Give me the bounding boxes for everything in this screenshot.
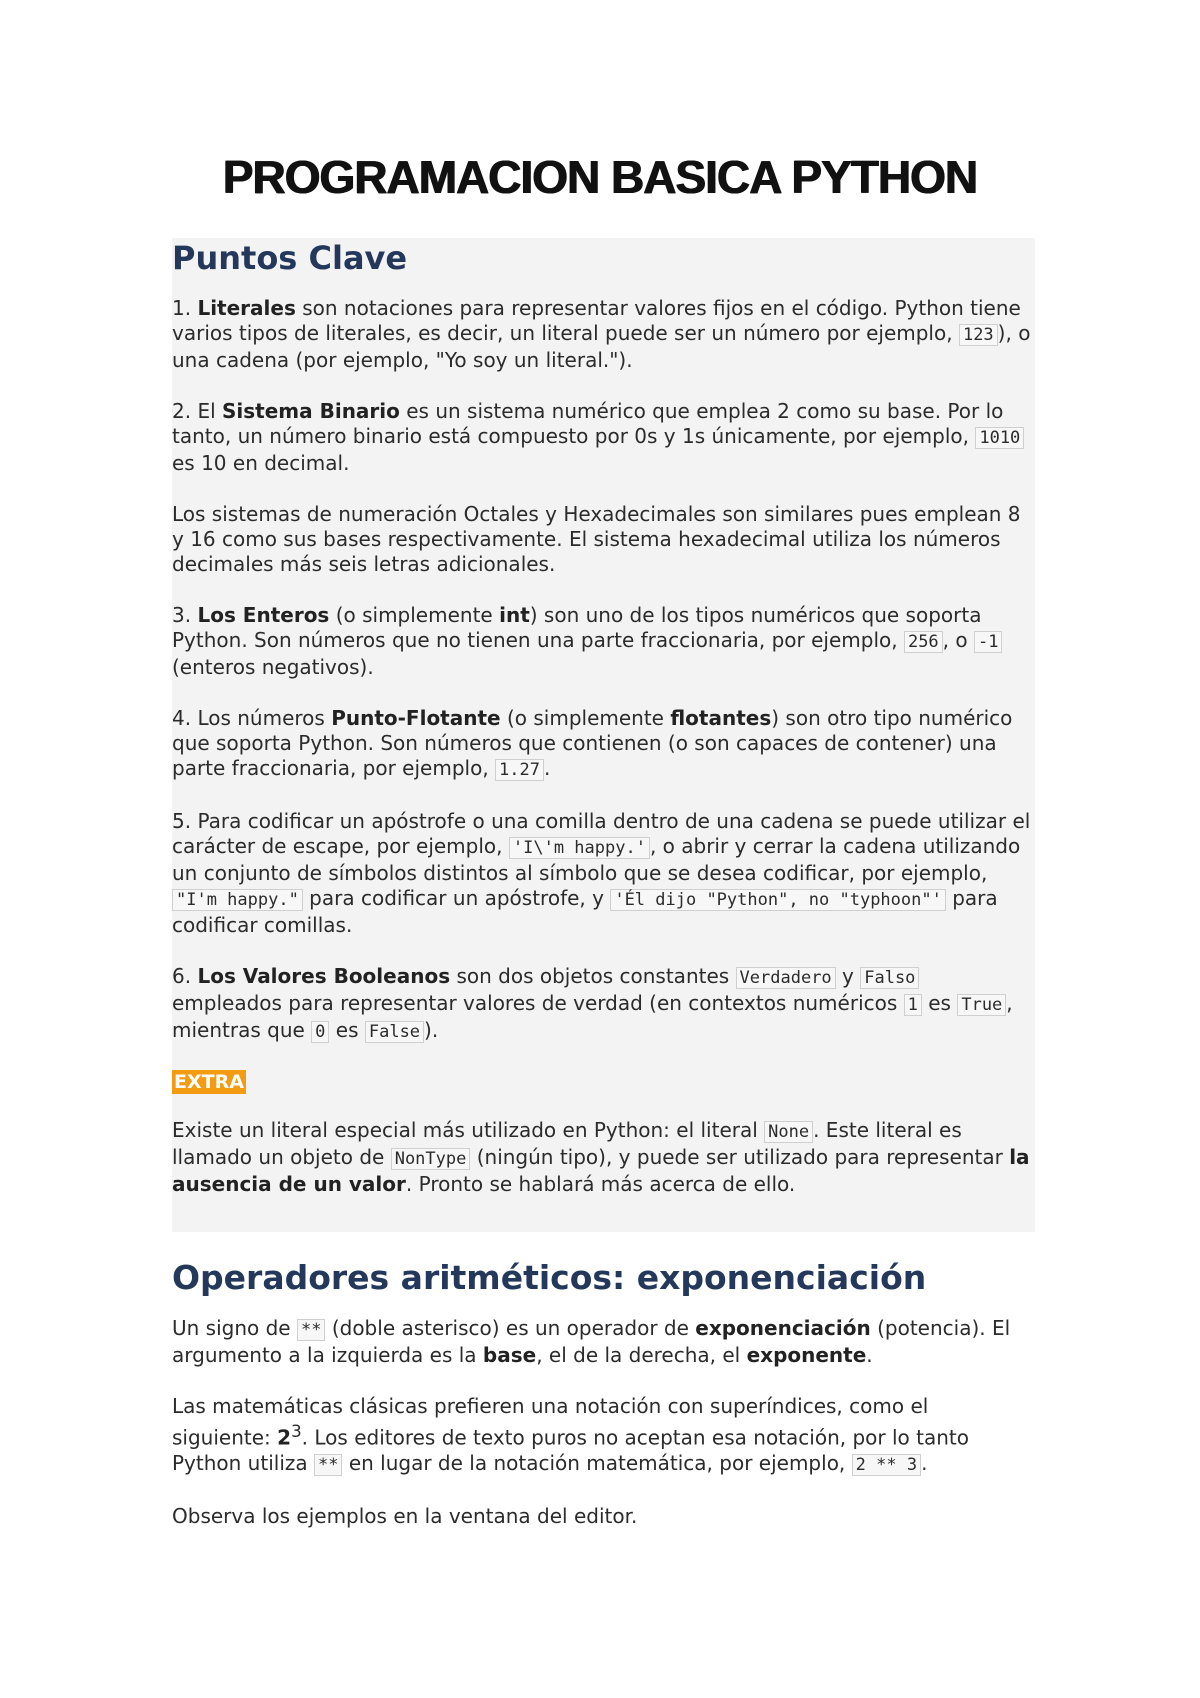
operators-heading: Operadores aritméticos: exponenciación [172,1258,927,1297]
text-run: y [835,964,861,988]
text-run: (potencia). El argumento a la izquierda es la [172,1316,1011,1367]
bold-text: Sistema Binario [222,399,400,423]
text-run: 2. El [172,399,222,423]
bold-text: Los Valores Booleanos [197,964,451,988]
text-run: ), o una cadena (por ejemplo, "Yo soy un literal."). [172,321,1031,372]
text-run: 1. [172,296,198,320]
text-run: es [329,1018,365,1042]
paragraph-literals [172,296,1032,373]
text-run: ) son uno de los tipos numéricos que soporta Python. Son números que no tienen una parte fraccionaria, por ejemplo, [172,603,982,652]
text-run: , o [942,628,974,652]
text-run: Las matemáticas clásicas prefieren una notación con superíndices, como el siguiente: [172,1394,929,1450]
text-run: es 10 en decimal. [172,451,350,475]
code-snippet: Falso [860,967,919,989]
text-run: . Este literal es llamado un objeto de [172,1118,962,1169]
text-run: 4. Los números [172,706,332,730]
code-snippet: NonType [391,1148,471,1170]
code-snippet: -1 [974,631,1002,653]
paragraph-binary-system [172,399,1032,476]
text-run: , el de la derecha, el [536,1343,747,1367]
text-run: (enteros negativos). [172,655,374,679]
text-run: Un signo de [172,1316,297,1340]
code-snippet: 1.27 [495,759,544,781]
bold-text: base [482,1343,537,1367]
paragraph-escape-chars [172,809,1032,938]
text-run: (o simplemente [329,603,500,627]
text-run: 5. Para codificar un apóstrofe o una comilla dentro de una cadena se puede utilizar el carácter de escape, por ejemplo, [172,809,1031,858]
bold-text: Literales [197,296,296,320]
code-snippet: "I'm happy." [172,889,303,911]
text-run: es [921,991,958,1015]
bold-text: Los Enteros [197,603,330,627]
code-snippet: 0 [311,1021,329,1043]
code-snippet: 1 [904,994,922,1016]
text-run: para codificar un apóstrofe, y [302,886,611,910]
text-run: para codificar comillas. [172,886,998,937]
paragraph-exponent-operator [172,1316,1032,1368]
extra-badge: EXTRA [174,1071,244,1093]
text-run: (o simplemente [500,706,671,730]
text-run: (doble asterisco) es un operador de [325,1316,696,1340]
key-points-heading: Puntos Clave [172,239,408,277]
text-run: . Los editores de texto puros no aceptan esa notación, por lo tanto Python utiliza [172,1425,969,1475]
code-snippet: Verdadero [736,967,836,989]
text-run: es un sistema numérico que emplea 2 como su base. Por lo tanto, un número binario está compuesto por 0s y 1s únicamente, por ejemplo, [172,399,1004,448]
code-snippet: None [764,1121,813,1143]
bold-text: exponenciación [695,1316,871,1340]
code-snippet: 123 [959,324,998,346]
code-snippet: ** [314,1454,342,1476]
code-snippet: ** [297,1319,325,1341]
document-title: PROGRAMACION BASICA PYTHON [222,151,978,203]
code-snippet: 2 ** 3 [852,1454,921,1476]
text-run: . Pronto se hablará más acerca de ello. [405,1172,796,1196]
operators-section [172,1258,1032,1529]
text-run: . [866,1343,873,1367]
paragraph-see-examples: Observa los ejemplos en la ventana del editor. [172,1503,638,1528]
text-run: en lugar de la notación matemática, por ejemplo, [342,1450,852,1475]
text-run: , o abrir y cerrar la cadena utilizando un conjunto de símbolos distintos al símbolo que se desea codificar, por ejemplo, [172,834,1021,885]
text-run: 3. [172,603,198,627]
paragraph-octal-hex: Los sistemas de numeración Octales y Hexadecimales son similares pues emplean 8 y 16 como sus bases respectivamente. El sistema hexadecimal utiliza los números decimales más seis letras adicionales. [172,502,1021,576]
math-exponent: 3 [291,1422,302,1441]
code-snippet: 256 [904,631,943,653]
bold-text: la ausencia de un valor [172,1145,1030,1196]
code-snippet: 1010 [975,427,1024,449]
code-snippet: True [957,994,1006,1016]
text-run: ). [424,1018,439,1042]
math-base: 2 [277,1425,292,1450]
paragraph-integers [172,603,1032,680]
paragraph-superscript-notation [172,1394,1032,1478]
bold-text: int [499,603,530,627]
code-snippet: 'I\'m happy.' [509,837,650,859]
text-run: Existe un literal especial más utilizado en Python: el literal [172,1118,765,1142]
paragraph-none-literal [172,1118,1032,1197]
bold-text: flotantes [670,706,772,730]
paragraph-booleans [172,964,1032,1045]
paragraph-floats [172,706,1032,783]
bold-text: Punto-Flotante [331,706,501,730]
text-run: 6. [172,964,198,988]
text-run: son notaciones para representar valores fijos en el código. Python tiene varios tipos de literales, es decir, un literal puede ser un número por ejemplo, [172,296,1021,345]
text-run: (ningún tipo), y puede ser utilizado para representar [470,1145,1010,1169]
bold-text: exponente [746,1343,867,1367]
key-points-section [172,238,1032,1197]
code-snippet: False [365,1021,424,1043]
text-run: . [543,756,551,780]
text-run: ) son otro tipo numérico que soporta Python. Son números que contienen (o son capaces de contener) una parte fraccionaria, por ejemplo, [172,706,1013,780]
text-run: . [921,1450,928,1475]
text-run: son dos objetos constantes [450,964,736,988]
text-run: , mientras que [172,991,1013,1042]
text-run: empleados para representar valores de verdad (en contextos numéricos [172,991,904,1015]
code-snippet: 'Él dijo "Python", no "typhoon"' [610,889,946,911]
